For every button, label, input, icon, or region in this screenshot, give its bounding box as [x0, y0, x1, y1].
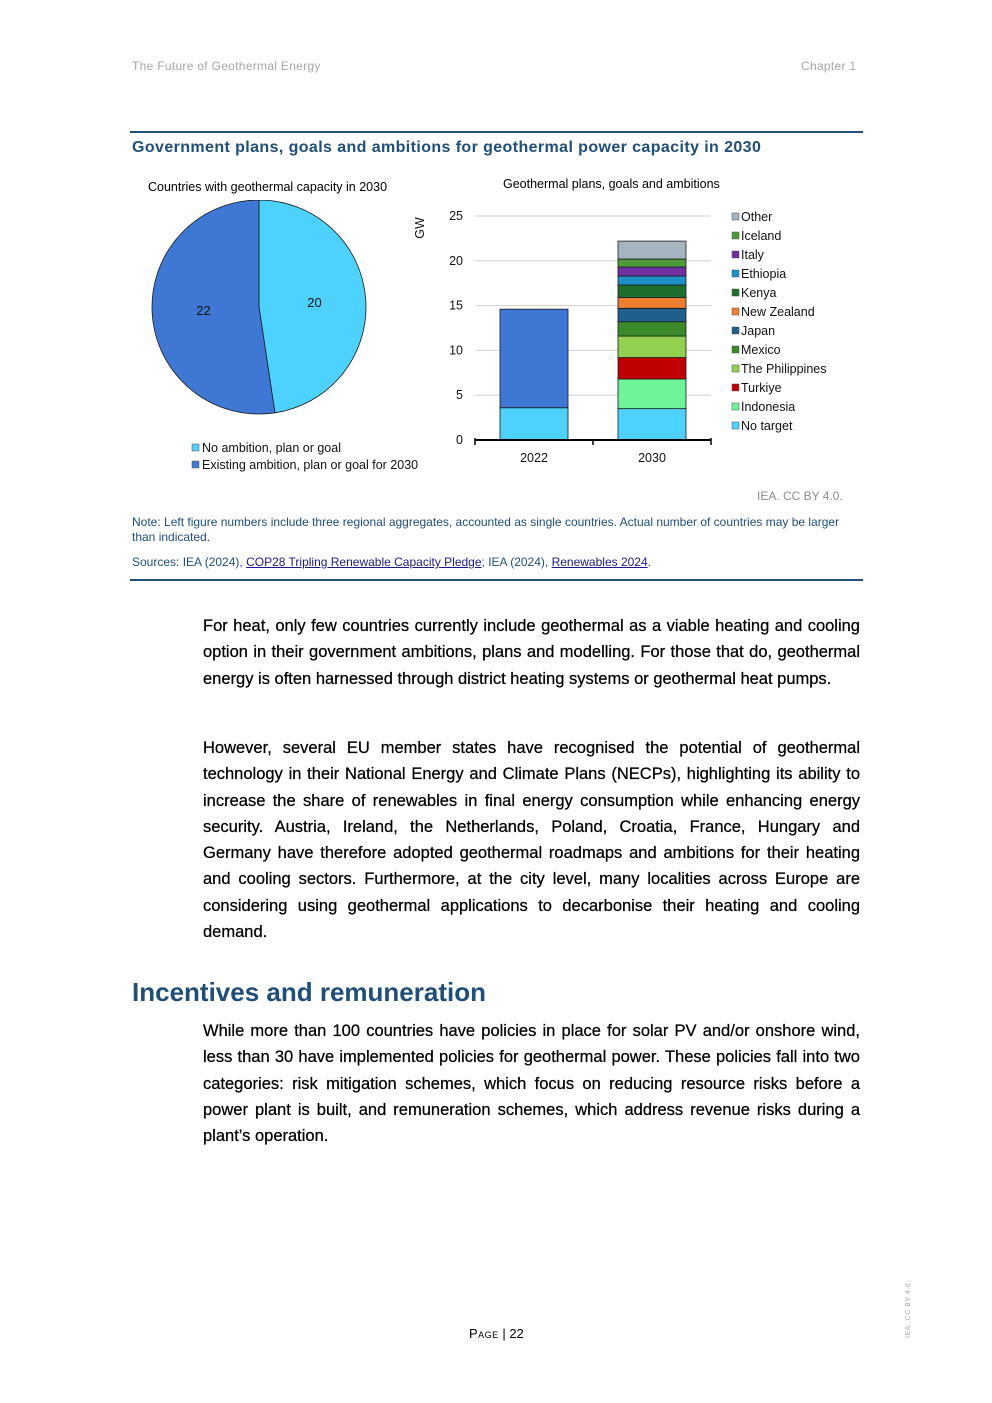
x-tick-label-2022: 2022 — [520, 451, 548, 465]
sources-suffix: . — [647, 555, 651, 569]
figure-bottom-rule — [130, 579, 863, 581]
y-tick-label-20: 20 — [449, 253, 463, 268]
page-number — [469, 1326, 524, 1341]
y-tick-label-25: 25 — [449, 209, 463, 223]
page-separator: | — [502, 1326, 506, 1341]
bar-segment-2030-11 — [618, 241, 686, 259]
bar-legend-label-0: Other — [741, 210, 773, 224]
y-tick-label-15: 15 — [449, 298, 463, 313]
running-header-chapter: Chapter 1 — [801, 59, 857, 73]
bar-legend-label-7: Mexico — [741, 343, 781, 357]
bar-segment-2030-6 — [618, 298, 686, 309]
figure-note: Note: Left figure numbers include three regional aggregates, accounted as single countries. Actual number of countries may be larger than indicated. — [132, 515, 840, 544]
paragraph-heat: For heat, only few countries currently include geothermal as a viable heating and cooling option in their government ambitions, plans and modelling. For those that do, geothermal energy is often harnessed through district heating systems or geothermal heat pumps. — [203, 617, 860, 688]
pie-slice-label-1: 22 — [196, 303, 211, 319]
stacked-bar-chart — [405, 200, 855, 475]
pie-chart-title: Countries with geothermal capacity in 2030 — [148, 180, 388, 194]
bar-legend-label-11: No target — [741, 419, 793, 433]
bar-legend-label-6: Japan — [741, 324, 776, 338]
pie-slice-1 — [152, 200, 275, 414]
pie-legend-swatch-0 — [192, 444, 199, 451]
running-header-title: The Future of Geothermal Energy — [132, 59, 321, 73]
sources-middle: ; IEA (2024), — [481, 555, 552, 569]
section-heading: Incentives and remuneration — [132, 977, 486, 1007]
sources-prefix: Sources: IEA (2024), — [132, 555, 247, 569]
bar-legend-swatch-9 — [732, 384, 739, 391]
renewables-2024-link[interactable]: Renewables 2024 — [551, 555, 648, 569]
page-number-value: 22 — [509, 1326, 524, 1341]
y-tick-label-10: 10 — [449, 343, 463, 358]
bar-legend-swatch-10 — [732, 403, 739, 410]
bar-segment-2030-2 — [618, 358, 686, 380]
bar-segment-2030-9 — [618, 267, 686, 276]
bar-legend-label-3: Ethiopia — [741, 267, 787, 281]
bar-legend-swatch-2 — [732, 251, 739, 258]
bar-segment-2022-12 — [500, 309, 568, 408]
pie-legend-label-1: Existing ambition, plan or goal for 2030 — [202, 458, 419, 472]
bar-segment-2030-4 — [618, 322, 686, 336]
figure-top-rule — [130, 131, 863, 133]
bar-segment-2030-10 — [618, 259, 686, 267]
paragraph-incentives: While more than 100 countries have policies in place for solar PV and/or onshore wind, less than 30 have implemented policies for geothermal power. These policies fall into two categories: risk mitigation schemes, which focus on reducing resource risks before a power plant is built, and remuneration schemes, which address revenue risks during a plant’s operation. — [203, 1022, 860, 1146]
bar-segment-2030-7 — [618, 285, 686, 298]
bar-legend-label-9: Turkiye — [741, 381, 782, 395]
side-credit: IEA. CC BY 4.0. — [905, 1280, 912, 1338]
bar-segment-2030-5 — [618, 308, 686, 321]
bar-legend-swatch-11 — [732, 422, 739, 429]
bar-legend-label-4: Kenya — [741, 286, 777, 300]
bar-legend-swatch-3 — [732, 270, 739, 277]
bar-legend-swatch-8 — [732, 365, 739, 372]
bar-chart-title: Geothermal plans, goals and ambitions — [503, 177, 720, 191]
y-axis-label: GW — [413, 217, 427, 239]
bar-legend-swatch-5 — [732, 308, 739, 315]
bar-legend-swatch-7 — [732, 346, 739, 353]
paragraph-eu-states: However, several EU member states have recognised the potential of geothermal technology in their National Energy and Climate Plans (NECPs), highlighting its ability to increase the share of renewables in final energy consumption while enhancing energy security. Austria, Ireland, the Netherlands, Poland, Croatia, France, Hungary and Germany have therefore adopted geothermal roadmaps and ambitions for their heating and cooling sectors. Furthermore, at the city level, many localities across Europe are considering using geothermal applications to decarbonise their heating and cooling demand. — [203, 739, 860, 942]
bar-segment-2022-0 — [500, 408, 568, 440]
y-tick-label-0: 0 — [456, 433, 463, 447]
bar-segment-2030-1 — [618, 379, 686, 409]
pie-chart — [140, 200, 440, 485]
bar-legend-swatch-4 — [732, 289, 739, 296]
bar-legend-swatch-1 — [732, 232, 739, 239]
figure-sources — [132, 555, 862, 570]
bar-segment-2030-8 — [618, 276, 686, 285]
bar-legend-label-10: Indonesia — [741, 400, 796, 414]
bar-legend-label-5: New Zealand — [741, 305, 815, 319]
pie-slice-label-0: 20 — [307, 294, 322, 310]
bar-legend-swatch-0 — [732, 213, 739, 220]
bar-segment-2030-0 — [618, 409, 686, 440]
figure-title: Government plans, goals and ambitions for geothermal power capacity in 2030 — [132, 139, 762, 156]
pie-legend-label-0: No ambition, plan or goal — [202, 441, 341, 455]
figure-credit: IEA. CC BY 4.0. — [757, 489, 843, 503]
bar-segment-2030-3 — [618, 336, 686, 358]
bar-legend-label-2: Italy — [741, 248, 764, 262]
bar-legend-label-8: The Philippines — [741, 362, 827, 376]
y-tick-label-5: 5 — [456, 388, 463, 403]
page-label: Page — [469, 1326, 499, 1341]
x-tick-label-2030: 2030 — [638, 451, 666, 465]
bar-legend-label-1: Iceland — [741, 229, 782, 243]
cop28-pledge-link[interactable]: COP28 Tripling Renewable Capacity Pledge — [246, 555, 482, 569]
bar-legend-swatch-6 — [732, 327, 739, 334]
pie-legend-swatch-1 — [192, 461, 199, 468]
